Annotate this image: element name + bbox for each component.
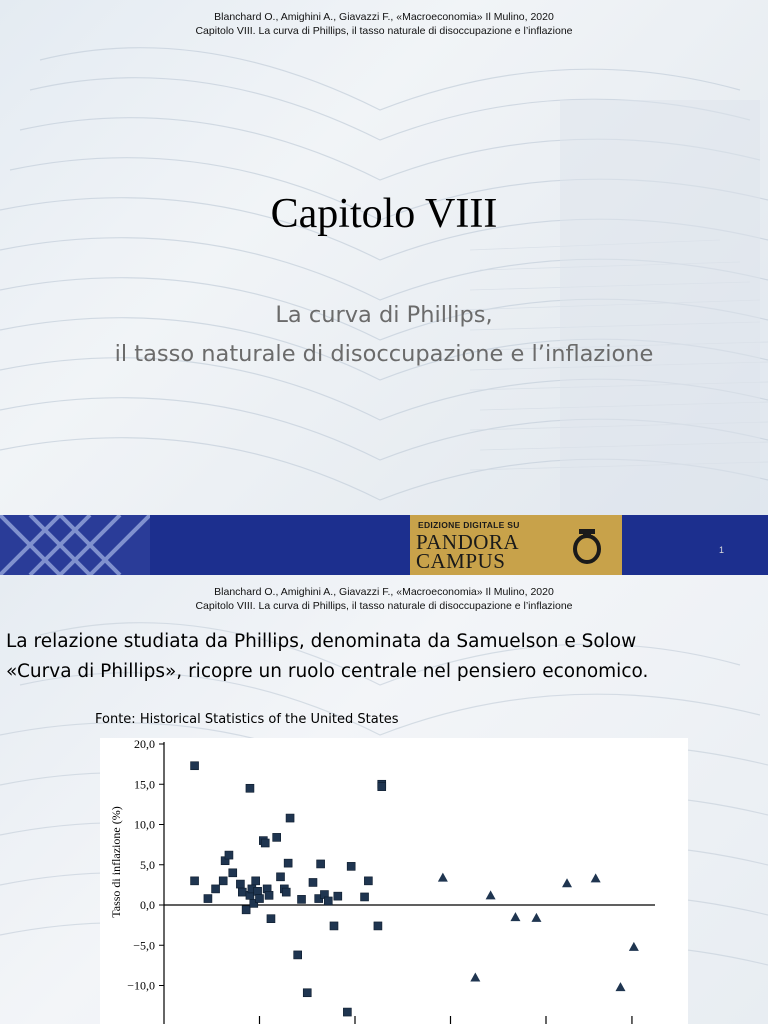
data-point-square <box>294 951 302 959</box>
data-point-triangle <box>531 913 541 922</box>
data-point-square <box>219 877 227 885</box>
slide-title: Capitolo VIII <box>270 191 498 237</box>
data-point-square <box>378 783 386 791</box>
data-point-square <box>265 891 273 899</box>
scatter-plot <box>100 738 688 1024</box>
y-axis-label: Tasso di inflazione (%) <box>109 806 123 918</box>
data-point-square <box>374 922 382 930</box>
y-tick-label: 15,0 <box>134 777 155 792</box>
data-point-square <box>256 895 264 903</box>
chart-source: Fonte: Historical Statistics of the United States <box>95 712 399 727</box>
body-text <box>6 627 766 687</box>
data-point-square <box>286 814 294 822</box>
x-axis <box>164 905 655 1024</box>
data-point-square <box>317 860 325 868</box>
publisher-tagline: EDIZIONE DIGITALE SU <box>418 520 520 530</box>
y-tick-label: 20,0 <box>134 738 155 751</box>
data-point-square <box>191 762 199 770</box>
y-tick-label: 0,0 <box>140 898 155 912</box>
data-point-triangle <box>562 878 572 887</box>
data-point-square <box>284 859 292 867</box>
slide-subtitle-line2: il tasso naturale di disoccupazione e l’inflazione <box>114 341 654 367</box>
data-point-square <box>225 851 233 859</box>
data-point-triangle <box>470 972 480 981</box>
data-point-square <box>361 893 369 901</box>
data-point-square <box>261 839 269 847</box>
pandora-jar-icon <box>570 527 604 565</box>
header-chapter: Capitolo VIII. La curva di Phillips, il tasso naturale di disoccupazione e l’inflazione <box>195 600 573 612</box>
data-point-square <box>298 895 306 903</box>
data-point-square <box>347 862 355 870</box>
data-point-square <box>267 915 275 923</box>
data-point-square <box>212 885 220 893</box>
data-point-square <box>252 877 260 885</box>
data-point-square <box>242 906 250 914</box>
data-point-square <box>229 869 237 877</box>
data-point-square <box>238 888 246 896</box>
y-axis <box>127 738 164 1024</box>
data-point-square <box>236 880 244 888</box>
data-point-triangle <box>591 873 601 882</box>
data-point-square <box>303 989 311 997</box>
data-point-triangle <box>510 912 520 921</box>
page-number: 1 <box>718 545 724 555</box>
data-point-square <box>254 887 262 895</box>
data-point-square <box>204 895 212 903</box>
data-point-square <box>364 877 372 885</box>
pandora-campus-logo[interactable] <box>410 515 622 575</box>
data-point-square <box>273 833 281 841</box>
y-tick-label: 5,0 <box>140 857 155 872</box>
data-point-square <box>334 892 342 900</box>
body-line1: La relazione studiata da Phillips, denominata da Samuelson e Solow <box>6 631 637 652</box>
data-point-square <box>282 888 290 896</box>
y-tick-label: −10,0 <box>127 978 155 993</box>
data-point-square <box>246 784 254 792</box>
slide-subtitle-line1: La curva di Phillips, <box>275 302 493 328</box>
y-tick-label: −5,0 <box>133 938 155 953</box>
header-chapter: Capitolo VIII. La curva di Phillips, il tasso naturale di disoccupazione e l’inflazione <box>195 25 573 37</box>
data-point-square <box>277 873 285 881</box>
header-citation: Blanchard O., Amighini A., Giavazzi F., «Macroeconomia» Il Mulino, 2020 <box>214 11 554 23</box>
data-point-square <box>324 897 332 905</box>
data-point-square <box>343 1008 351 1016</box>
slide-header <box>0 10 768 38</box>
phillips-scatter-chart <box>100 738 688 1024</box>
data-point-square <box>309 878 317 886</box>
header-citation: Blanchard O., Amighini A., Giavazzi F., «Macroeconomia» Il Mulino, 2020 <box>214 586 554 598</box>
publisher-banner <box>0 515 768 575</box>
data-point-square <box>191 877 199 885</box>
data-point-triangle <box>615 982 625 991</box>
data-point-triangle <box>486 890 496 899</box>
data-point-triangle <box>629 942 639 951</box>
body-line2: «Curva di Phillips», ricopre un ruolo centrale nel pensiero economico. <box>6 661 649 682</box>
slide-header <box>0 585 768 613</box>
data-point-triangle <box>438 873 448 882</box>
data-point-square <box>330 922 338 930</box>
lattice-pattern-icon <box>0 515 185 575</box>
y-tick-label: 10,0 <box>134 817 155 832</box>
publisher-name: PANDORA CAMPUS <box>416 530 520 573</box>
content-slide <box>0 575 768 1024</box>
data-points <box>191 762 639 1016</box>
